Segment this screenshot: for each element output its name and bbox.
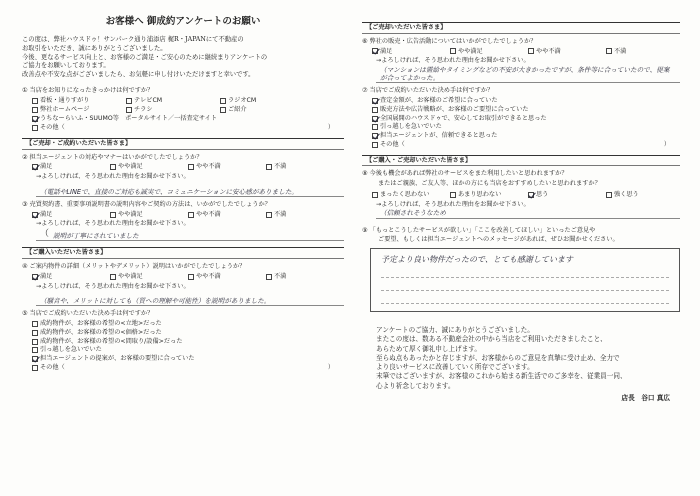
- option[interactable]: [450, 48, 522, 56]
- section-header-all: 【ご購入・ご売却いただいた皆さま】: [362, 155, 680, 167]
- thanks-line: アンケートのご協力、誠にありがとうございました。: [376, 326, 534, 335]
- option-label: チラシ: [134, 105, 153, 113]
- checkbox[interactable]: [188, 164, 194, 170]
- option[interactable]: [32, 329, 344, 337]
- reason-prompt: →よろしければ、そう思われた理由をお聞かせ下さい。: [36, 282, 190, 290]
- option-label: うちなーらいふ・SUUMO等 ポータルサイト／一括査定サイト: [40, 115, 218, 123]
- handwritten-answer: （電話やLINEで、直接のご対応も誠実で、コミュニケーションに安心感がありました。: [40, 187, 299, 196]
- checkbox-checked[interactable]: [372, 48, 378, 54]
- checkbox[interactable]: [188, 212, 194, 218]
- section-header-sold: 【ご売却いただいた皆さま】: [362, 22, 680, 34]
- option-label: やや不満: [196, 163, 221, 171]
- checkbox[interactable]: [110, 212, 116, 218]
- option-label: 不満: [274, 210, 287, 218]
- option[interactable]: [266, 273, 338, 281]
- option-label: 満足: [40, 163, 53, 171]
- option-label: まったく思わない: [380, 190, 430, 198]
- section-header-sellers: 【ご売却・ご成約いただいた皆さま】: [22, 138, 344, 150]
- option-label: やや満足: [118, 210, 143, 218]
- checkbox-checked[interactable]: [372, 133, 378, 139]
- option-label: ラジオCM: [228, 96, 257, 104]
- checkbox[interactable]: [266, 274, 272, 280]
- option[interactable]: [266, 163, 338, 171]
- option-label: 思う: [536, 190, 549, 198]
- checkbox[interactable]: [32, 339, 38, 345]
- option-other[interactable]: その他（ ）: [32, 124, 344, 132]
- option-label: やや不満: [196, 272, 221, 280]
- question-2: ② 担当エージェントの対応やマナーはいかがでしたでしょうか？: [22, 153, 203, 161]
- option-label: 引っ越しを急いでいた: [380, 123, 442, 131]
- option[interactable]: [188, 163, 260, 171]
- option[interactable]: [528, 48, 600, 56]
- checkbox[interactable]: [32, 330, 38, 336]
- checkbox[interactable]: [266, 164, 272, 170]
- thanks-line: またこの度は、数ある不動産会社の中から当店をご利用いただきましたこと、: [376, 335, 607, 344]
- option-label: 成約物件が、お客様の希望の<立地>だった: [40, 320, 162, 328]
- option[interactable]: [372, 123, 680, 131]
- question-5: ⑤ 当店でご成約いただいた決め手は何ですか？: [22, 310, 154, 318]
- question-6-options: [372, 48, 680, 56]
- checkbox[interactable]: [220, 107, 226, 113]
- thanks-line: 心より祈念しております。: [376, 381, 455, 390]
- thanks-line: より良いサービスに改善していく所存でございます。: [376, 363, 534, 372]
- answer-field[interactable]: [376, 65, 680, 83]
- checkbox[interactable]: [266, 212, 272, 218]
- handwritten-comment: 予定より良い物件だったので、とても感謝しています: [381, 255, 573, 265]
- option[interactable]: [32, 355, 344, 363]
- thanks-line: 末筆ではございますが、お客様のこれから始まる新生活でのご多幸を、従業員一同、: [376, 372, 627, 381]
- checkbox[interactable]: [32, 107, 38, 113]
- comment-rule: [381, 278, 669, 291]
- option[interactable]: [32, 338, 344, 346]
- question-1-options-extra: [32, 115, 344, 132]
- checkbox[interactable]: [372, 142, 378, 148]
- option-label: ご紹介: [228, 105, 247, 113]
- option[interactable]: [126, 97, 214, 105]
- option-label: 全国展開のハウスドゥで、安心してお取引ができると思った: [380, 114, 547, 122]
- question-4: ④ ご案内物件の詳細（メリットやデメリット）説明はいかがでしたでしょうか？: [22, 263, 246, 271]
- handwritten-answer: （信頼されそうなため: [380, 209, 446, 218]
- option-label: 不満: [274, 272, 287, 280]
- question-9-sub: ご要望、もしくは担当エージェントへのメッセージがあれば、ぜひお聞かせください。: [378, 236, 619, 244]
- option[interactable]: [372, 97, 680, 105]
- option[interactable]: [188, 211, 260, 219]
- option[interactable]: [188, 273, 260, 281]
- question-2-options: [32, 163, 344, 171]
- option[interactable]: [32, 273, 104, 281]
- intro-text: [22, 36, 344, 79]
- answer-field[interactable]: [376, 208, 680, 218]
- checkbox[interactable]: [188, 274, 194, 280]
- option-label: 査定金額が、お客様のご希望に合っていた: [380, 97, 498, 105]
- checkbox[interactable]: [372, 107, 378, 113]
- option-label: やや不満: [536, 47, 561, 55]
- answer-field[interactable]: （ 説明が丁寧にされていました: [36, 228, 344, 241]
- handwritten-answer: 説明が丁寧にされていました: [53, 232, 139, 241]
- option-label: テレビCM: [134, 96, 163, 104]
- option-label: 不満: [614, 47, 627, 55]
- page-title: お客様へ 御成約アンケートのお願い: [105, 16, 261, 27]
- option-label: 満足: [380, 47, 393, 55]
- option[interactable]: [220, 106, 340, 114]
- option-label: 販売方法や広告戦略が、お客様のご要望に合っていた: [380, 105, 529, 113]
- comment-rule: [381, 265, 669, 278]
- option[interactable]: [372, 132, 680, 140]
- checkbox-checked[interactable]: [32, 164, 38, 170]
- option-label: 担当エージェントが、信頼できると思った: [380, 132, 498, 140]
- question-4-options: [32, 273, 344, 281]
- free-comment-box[interactable]: [370, 248, 680, 312]
- option[interactable]: [220, 97, 340, 105]
- checkbox[interactable]: [126, 107, 132, 113]
- intro-line: 改善点や不安な点がございましたら、お気軽に申し付けいただけますと幸いです。: [22, 71, 255, 79]
- option-label: 成約物件が、お客様の希望の<間取り/設備>だった: [40, 337, 183, 345]
- option[interactable]: [372, 191, 444, 199]
- checkbox[interactable]: [220, 98, 226, 104]
- question-1: ① 当店をお知りになったきっかけは何ですか？: [22, 87, 154, 95]
- option-label: やや満足: [118, 272, 143, 280]
- signature: 店長 谷口 真広: [621, 393, 670, 402]
- checkbox[interactable]: [110, 164, 116, 170]
- checkbox[interactable]: [32, 125, 38, 131]
- checkbox[interactable]: [372, 124, 378, 130]
- question-8-options: [372, 191, 680, 199]
- option[interactable]: [372, 106, 680, 114]
- checkbox-checked[interactable]: [32, 356, 38, 362]
- checkbox-checked[interactable]: [372, 116, 378, 122]
- option-label: 引っ越しを急いでいた: [40, 346, 102, 354]
- intro-line: この度は、弊社ハウスドゥ！サンパーク通り浦添店 梶R・JAPANにて不動産の: [22, 35, 244, 43]
- option[interactable]: [32, 211, 104, 219]
- answer-field[interactable]: [36, 181, 344, 197]
- option[interactable]: [32, 106, 120, 114]
- option[interactable]: [266, 211, 338, 219]
- section-header-buyers: 【ご購入いただいた皆さま】: [22, 247, 344, 259]
- question-5-options: [32, 320, 344, 372]
- option-label: あまり思わない: [458, 190, 502, 198]
- option-label: その他（: [40, 363, 65, 371]
- option[interactable]: [110, 163, 182, 171]
- option[interactable]: [32, 320, 344, 328]
- question-3: ③ 売買契約書、重要事項説明書の説明内容やご契約の方法は、いかがでしたでしょうか？: [22, 200, 271, 208]
- checkbox[interactable]: [450, 48, 456, 54]
- option-label: 担当エージェントの提案が、お客様の要望に合っていた: [40, 355, 195, 363]
- question-7-options: [372, 97, 680, 149]
- checkbox[interactable]: [32, 365, 38, 371]
- reason-prompt: →よろしければ、そう思われた理由をお聞かせ下さい。: [36, 173, 190, 181]
- option[interactable]: [372, 48, 444, 56]
- question-8: ⑧ 今後も機会があれば弊社のサービスをまた利用したいと思われますか？: [362, 170, 568, 178]
- option[interactable]: [372, 115, 680, 123]
- right-column: [362, 8, 680, 402]
- option-other[interactable]: その他（ ）: [32, 364, 344, 372]
- option-label: 満足: [40, 272, 53, 280]
- option-label: 強く思う: [614, 190, 639, 198]
- option-label: 看板・通りすがり: [40, 96, 90, 104]
- checkbox[interactable]: [126, 98, 132, 104]
- option[interactable]: [606, 191, 678, 199]
- checkbox[interactable]: [528, 48, 534, 54]
- question-7: ⑦ 当店でご成約いただいた決め手は何ですか？: [362, 87, 494, 95]
- left-column: [22, 8, 344, 374]
- option[interactable]: [606, 48, 678, 56]
- checkbox[interactable]: [450, 192, 456, 198]
- option[interactable]: [32, 163, 104, 171]
- option-label: その他（: [40, 124, 65, 132]
- question-9: ⑨ 「もっとこうしたサービスが欲しい」「ここを改善してほしい」といったご意見や: [362, 226, 596, 234]
- checkbox[interactable]: [606, 48, 612, 54]
- checkbox-checked[interactable]: [32, 116, 38, 122]
- option[interactable]: [126, 106, 214, 114]
- checkbox-checked[interactable]: [372, 98, 378, 104]
- checkbox-checked[interactable]: [32, 274, 38, 280]
- option-label: やや満足: [118, 163, 143, 171]
- question-8-sub: またはご親族、ご友人等、ほかの方にも当店をおすすめしたいと思われますか？: [378, 180, 601, 188]
- reason-prompt: →よろしければ、そう思われた理由をお聞かせ下さい。: [376, 57, 530, 65]
- option[interactable]: [450, 191, 522, 199]
- checkbox[interactable]: [32, 321, 38, 327]
- question-1-options: [32, 97, 344, 114]
- option-label: 満足: [40, 210, 53, 218]
- thanks-message: [376, 326, 680, 390]
- intro-line: ご協力をお願いしております。: [22, 62, 110, 70]
- option-label: その他（: [380, 140, 405, 148]
- option-other[interactable]: その他（ ）: [372, 141, 680, 149]
- answer-field[interactable]: [36, 290, 344, 306]
- option-label: 成約物件が、お客様の希望の<価格>だった: [40, 328, 162, 336]
- checkbox-checked[interactable]: [32, 212, 38, 218]
- intro-line: 今後、更なるサービス向上と、お客様のご満足・ご安心のために継続まりアンケートの: [22, 53, 268, 61]
- checkbox[interactable]: [372, 192, 378, 198]
- option[interactable]: [110, 273, 182, 281]
- intro-line: お取引をいただき、誠にありがとうございました。: [22, 44, 167, 52]
- question-3-options: [32, 211, 344, 219]
- checkbox[interactable]: [110, 274, 116, 280]
- reason-prompt: →よろしければ、そう思われた理由をお聞かせ下さい。: [36, 220, 190, 228]
- option[interactable]: [32, 346, 344, 354]
- handwritten-answer: （マンションは需給やタイミングなどの不安が大きかったですが、条件等に合っていたので、提案が合ってよかった。: [380, 66, 670, 83]
- thanks-line: 至らぬ点もあったかと存じますが、お客様からのご意見を真摯に受け止め、全力で: [376, 353, 620, 362]
- option[interactable]: [32, 97, 120, 105]
- checkbox[interactable]: [32, 98, 38, 104]
- thanks-line: あらためて厚く御礼申し上げます。: [376, 344, 481, 353]
- option[interactable]: [32, 115, 344, 123]
- option-label: やや満足: [458, 47, 483, 55]
- option[interactable]: [110, 211, 182, 219]
- checkbox[interactable]: [606, 192, 612, 198]
- option-label: 弊社ホームページ: [40, 105, 90, 113]
- handwritten-answer: （騒音や、メリットに対しても（質への理解や可能性）を説明がありました。: [40, 297, 271, 306]
- question-6: ⑥ 弊社の販売・広告活動についてはいかがでしたでしょうか？: [362, 37, 537, 45]
- checkbox-checked[interactable]: [528, 192, 534, 198]
- option-label: 不満: [274, 163, 287, 171]
- option-label: やや不満: [196, 210, 221, 218]
- reason-prompt: →よろしければ、そう思われた理由をお聞かせ下さい。: [376, 200, 530, 208]
- comment-rule: [381, 291, 669, 304]
- checkbox[interactable]: [32, 347, 38, 353]
- option[interactable]: [528, 191, 600, 199]
